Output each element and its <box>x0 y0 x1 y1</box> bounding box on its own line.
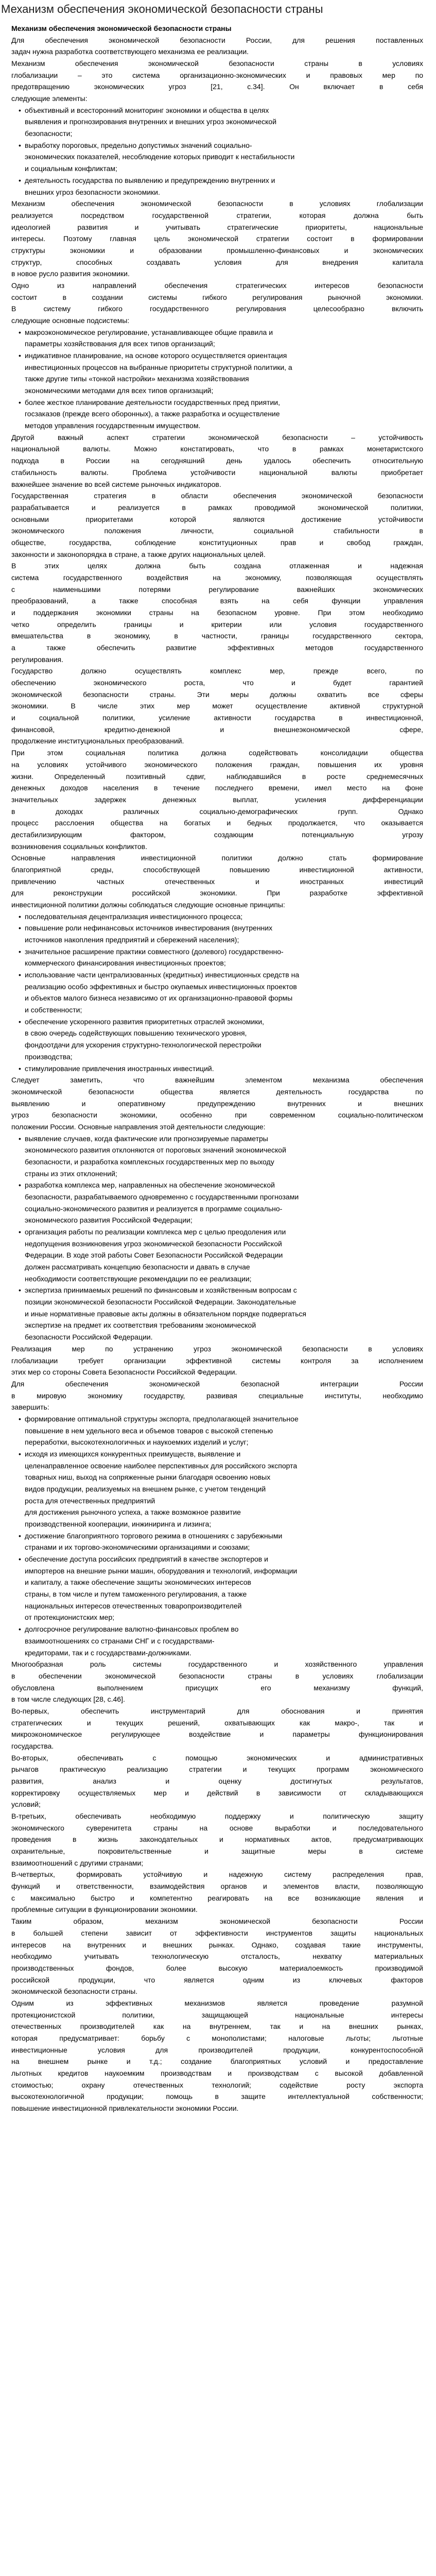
bullet-marker: • <box>19 1531 21 1540</box>
text-line: реализуется посредством государственной стратегии, которая должна быть <box>11 211 423 219</box>
list-item-line: видов продукции, реализуемых на внешнем рынке, с учетом тенденций <box>25 1485 266 1493</box>
text-line: экономической безопасности страны. <box>11 1987 138 1996</box>
text-line: национальной валюты. Можно констатировать, что в рамках монетаристского <box>11 445 423 453</box>
list-item-line: макроэкономическое регулирование, устанавливающее общие правила и <box>25 328 273 336</box>
list-item-line: параметры хозяйствования для всех типов организаций; <box>25 340 215 348</box>
list-item-line: и капиталу, а также обеспечение защиты экономических интересов <box>25 1578 251 1587</box>
bullet-marker: • <box>19 1449 21 1458</box>
text-line: дестабилизирующим фактором, создающим потенциальную угрозу <box>11 830 423 839</box>
list-item-line: взаимоотношениях со странами СНГ и с государствами- <box>25 1636 215 1645</box>
text-line: Таким образом, механизм экономической безопасности России <box>11 1917 423 1926</box>
text-line: идеологией развития и учитывать стратегические приоритеты, национальные <box>11 223 423 231</box>
text-line: для реконструкции российской экономики. При разработке эффективной <box>11 889 423 897</box>
text-line: Многообразная роль системы государственного и хозяйственного управления <box>11 1660 423 1669</box>
text-line: разрабатывается и реализуется в рамках проводимой экономической политики, <box>11 503 423 512</box>
text-line: и социальной политики, усиление активности государства в инвестиционной, <box>11 714 423 722</box>
list-item-line: более жесткое планирование деятельности государственных пред приятии, <box>25 398 280 406</box>
text-line: инвестиционной политики должны соблюдаться следующие основные принципы: <box>11 901 285 909</box>
text-line: взаимоотношений с другими странами; <box>11 1858 144 1867</box>
text-line: экономического положения личности, социальной стабильности в <box>11 527 423 535</box>
bullet-marker: • <box>19 351 21 360</box>
text-line: положении России. Основные направления этой деятельности следующие: <box>11 1122 266 1131</box>
text-line: Государственная стратегия в области обеспечения экономической безопасности <box>11 492 423 500</box>
bullet-marker: • <box>19 1414 21 1423</box>
text-line: Механизм обеспечения экономической безопасности в условиях глобализации <box>11 199 423 208</box>
text-line: следующие основные подсистемы: <box>11 316 130 325</box>
list-item-line: экономического развития отклоняются от пороговых значений экономической <box>25 1146 286 1155</box>
text-line: Для обеспечения экономической безопасности России, для решения поставленных <box>11 36 423 44</box>
list-item-line: безопасности, и разработка комплексных государственных мер по выходу <box>25 1157 274 1166</box>
text-line: Механизм обеспечения экономической безопасности страны в условиях <box>11 59 423 68</box>
text-line: в доходах различных социально-демографических групп. Однако <box>11 807 423 816</box>
bullet-marker: • <box>19 176 21 184</box>
list-item-line: разработка комплекса мер, направленных на обеспечение экономической <box>25 1181 275 1190</box>
list-item-line: необходимости соответствующие рекомендации по ее реализации; <box>25 1274 252 1283</box>
list-item-line: экспертизе на предмет их соответствия требованиям экономической <box>25 1321 256 1330</box>
text-line: корректировку осуществляемых мер и действий в зависимости от складывающихся <box>11 1788 423 1797</box>
text-line: экономики. В числе этих мер может осуществление активной структурной <box>11 702 423 710</box>
list-item-line: национальных интересов отечественных товаропроизводителей <box>25 1601 242 1610</box>
text-line: При этом социальная политика должна содействовать консолидации общества <box>11 749 423 757</box>
text-line: система государственного воздействия на экономику, позволяющая осуществлять <box>11 573 423 582</box>
list-item-line: формирование оптимальной структуры экспорта, предполагающей значительное <box>25 1414 299 1423</box>
text-line: состоит в создании системы гибкого регулирования рыночной экономики. <box>11 293 423 301</box>
text-line: Государство должно осуществлять комплекс мер, прежде всего, по <box>11 667 423 675</box>
bullet-marker: • <box>19 1134 21 1143</box>
text-line: Во-вторых, обеспечивать с помощью экономических и административных <box>11 1753 423 1762</box>
list-item-line: выявление случаев, когда фактические или прогнозируемые параметры <box>25 1134 268 1143</box>
text-line: стратегических и текущих решений, охватывающих как макро-, так и <box>11 1718 423 1727</box>
list-item-line: коммерческого финансирования инвестиционных проектов; <box>25 959 226 968</box>
list-item-line: безопасности; <box>25 129 73 138</box>
page-title: Механизм обеспечения экономической безопасности страны <box>1 3 323 15</box>
text-line: а также обеспечить развитие эффективных методов государственного <box>11 643 423 652</box>
list-item-line: безопасности Российской Федерации. <box>25 1333 153 1342</box>
list-item-line: долгосрочное регулирование валютно-финансовых проблем во <box>25 1625 239 1634</box>
text-line: проблемные ситуации в функционировании экономики. <box>11 1905 198 1914</box>
text-line: на внешнем рынке и т.д.; создание благоприятных условий и предоставление <box>11 2057 423 2066</box>
text-line: Во-первых, обеспечить инструментарий для обоснования и принятия <box>11 1706 423 1715</box>
list-item-line: роста для отечественных предприятий <box>25 1496 155 1505</box>
bullet-marker: • <box>19 1181 21 1190</box>
bullet-marker: • <box>19 1017 21 1026</box>
text-line: в обеспечении экономической безопасности страны в условиях глобализации <box>11 1671 423 1680</box>
list-item-line: импортеров на внешние рынки машин, оборудования и технологий, информации <box>25 1566 298 1575</box>
list-item-line: и социальным конфликтам; <box>25 164 117 173</box>
text-line: обеспечению экономического роста, что и будет гарантией <box>11 679 423 687</box>
list-item-line: методов управления государственным имуществом. <box>25 421 201 430</box>
list-item-line: повышение роли нефинансовых источников инвестирования (внутренних <box>25 924 273 933</box>
text-line: стабильность валюты. Проблема устойчивости национальной валюты приобретает <box>11 468 423 477</box>
list-item-line: также другие типы «тонкой настройки» механизма хозяйствования <box>25 375 249 383</box>
list-item-line: госзаказов (прежде всего оборонных), а также разработка и осуществление <box>25 410 280 418</box>
text-line: стоимостью; охрану отечественных технологий; содействие росту экспорта <box>11 2080 423 2089</box>
list-item-line: организация работы по реализации комплекса мер с целью преодоления или <box>25 1228 286 1236</box>
text-line: инвестиционные условия для производителей продукции, конкурентоспособной <box>11 2045 423 2054</box>
list-item-line: обеспечение доступа российских предприятий в качестве экспортеров и <box>25 1555 268 1564</box>
text-line: интересов на внутренних и внешних рынках. Однако, создавая такие инструменты, <box>11 1940 423 1949</box>
text-line: необходимо учитывать технологическую отсталость, нехватку материальных <box>11 1952 423 1961</box>
list-item-line: должен рассматривать концепцию безопасности и давать в случае <box>25 1263 250 1272</box>
text-line: задач нужна разработка соответствующего механизма ее реализации. <box>11 47 249 56</box>
text-line: на условиях устойчивого экономического положения граждан, повышения их уровня <box>11 760 423 769</box>
text-line: отечественных производителей как на внутреннем, так и на внешних рынках, <box>11 2022 423 2031</box>
text-line: подхода в России на сегодняшний день удалось обеспечить относительную <box>11 456 423 465</box>
bullet-marker: • <box>19 1064 21 1073</box>
list-item-line: страны, в том числе и путем таможенного регулирования, а также <box>25 1590 247 1599</box>
text-line: регулирования. <box>11 655 64 664</box>
text-line: которая предусматривает: борьбу с монополистами; налоговые льготы; льготные <box>11 2033 423 2042</box>
text-line: развития, анализ и оценку достигнутых результатов, <box>11 1777 423 1785</box>
list-item-line: повышение в нем удельного веса и объемов товаров с высокой степенью <box>25 1426 273 1435</box>
bullet-marker: • <box>19 947 21 956</box>
text-line: важнейшее значение во всей системе рыночных индикаторов. <box>11 480 221 488</box>
list-item-line: экспертиза принимаемых решений по финансовым и хозяйственным вопросам с <box>25 1286 297 1295</box>
list-item-line: товарных ниш, выход на сопряженные рынки благодаря освоению новых <box>25 1473 271 1482</box>
list-item-line: безопасности, разрабатываемого одновременно с государственными прогнозами <box>25 1193 299 1201</box>
list-item-line: от протекционистских мер; <box>25 1613 115 1622</box>
list-item-line: экономического развития Российской Федерации; <box>25 1216 193 1225</box>
text-line: и поддержания экономики страны на безопасном уровне. При этом необходимо <box>11 608 423 617</box>
bullet-marker: • <box>19 1555 21 1564</box>
text-line: Одним из эффективных механизмов является проведение разумной <box>11 1998 423 2007</box>
text-line: выявлению и оперативному предупреждению внутренних и внешних <box>11 1099 423 1108</box>
text-line: структур, способных создавать условия для внедрения капитала <box>11 258 423 266</box>
text-line: проведения в жизнь законодательных и нормативных актов, предусматривающих <box>11 1835 423 1844</box>
text-line: завершить: <box>11 1403 49 1412</box>
list-item-line: внешних угроз безопасности экономики. <box>25 188 160 196</box>
list-item-line: фондоотдачи для ускорения структурно-технологической перестройки <box>25 1041 261 1049</box>
bullet-marker: • <box>19 912 21 921</box>
list-item-line: объективный и всесторонний мониторинг экономики и общества в целях <box>25 106 269 114</box>
text-line: структуры экономики и образовании промышленно-финансовых и экономических <box>11 246 423 255</box>
list-item-line: производства; <box>25 1052 73 1061</box>
list-item-line: значительное расширение практики совместного (долевого) государственно- <box>25 947 284 956</box>
text-line: повышение инвестиционной привлекательности экономики России. <box>11 2104 239 2113</box>
text-line: предотвращению экономических угроз [21, с.34]. Он включает в себя <box>11 82 423 91</box>
text-line: с наименьшими потерями регулирование важнейших экономических <box>11 585 423 594</box>
list-item-line: в свою очередь содействующих повышению технического уровня, <box>25 1029 247 1038</box>
text-line: четко определить границы и критерии или условия государственного <box>11 620 423 629</box>
list-item-line: выработку пороговых, предельно допустимых значений социально- <box>25 141 252 149</box>
text-line: в мировую экономику государству, развивая специальные институты, необходимо <box>11 1391 423 1400</box>
list-item-line: производственной кооперации, инжиниринга и лизинга; <box>25 1520 212 1529</box>
text-line: в большей степени зависит от эффективности инструментов защиты национальных <box>11 1928 423 1937</box>
bullet-marker: • <box>19 971 21 979</box>
list-item-line: недопущения возникновения угроз экономической безопасности Российской <box>25 1239 282 1248</box>
text-line: привлечению частных отечественных и иностранных инвестиций <box>11 877 423 886</box>
list-item-line: источников накопления предприятий и сбережений населения); <box>25 936 239 944</box>
text-line: В-четвертых, формировать устойчивую и надежную систему распределения прав, <box>11 1870 423 1879</box>
list-item-line: социально-экономического развития и реализуется в программе социально- <box>25 1204 283 1213</box>
list-item-line: экономических показателей, несоблюдение которых приводит к нестабильности <box>25 152 295 161</box>
text-line: основными приоритетами которой являются достижение устойчивости <box>11 515 423 523</box>
text-line: благоприятной среды, способствующей повышению инвестиционной активности, <box>11 865 423 874</box>
text-line: Следует заметить, что важнейшим элементом механизма обеспечения <box>11 1076 423 1084</box>
text-line: возникновения социальных конфликтов. <box>11 842 147 851</box>
text-line: льготных кредитов наукоемким производствам и производствам с высокой добавленной <box>11 2069 423 2077</box>
list-item-line: индикативное планирование, на основе которого осуществляется ориентация <box>25 351 287 360</box>
text-line: охранительные, покровительственные и защитные меры в системе <box>11 1847 423 1856</box>
text-line: с максимально быстро и компетентно реагировать на все возникающие явления и <box>11 1893 423 1902</box>
text-line: обусловлена выполнением присущих его механизму функций, <box>11 1683 423 1692</box>
text-line: Основные направления инвестиционной политики должно стать формирование <box>11 854 423 862</box>
bullet-marker: • <box>19 1286 21 1295</box>
list-item-line: реализацию особо эффективных и быстро окупаемых инвестиционных проектов <box>25 982 297 991</box>
list-item-line: использование части централизованных (кредитных) инвестиционных средств на <box>25 971 300 979</box>
list-item-line: для достижения рыночного успеха, а также возможное развитие <box>25 1508 241 1517</box>
list-item-line: последовательная децентрализация инвестиционного процесса; <box>25 912 243 921</box>
list-item-line: Федерации. В ходе этой работы Совет Безопасности Российской Федерации <box>25 1251 283 1260</box>
text-line: экономической безопасности страны. Эти меры должны охватить все сферы <box>11 690 423 699</box>
text-line: Одно из направлений обеспечения стратегических интересов безопасности <box>11 281 423 290</box>
text-line: этих мер со стороны Совета Безопасности Российской Федерации. <box>11 1368 237 1377</box>
list-item-line: достижение благоприятного торгового режима в отношениях с зарубежными <box>25 1531 283 1540</box>
bullet-marker: • <box>19 924 21 933</box>
list-item-line: и иные нормативные правовые акты должны в обязательном порядке подвергаться <box>25 1309 306 1318</box>
list-item-line: экономическими методами для всех типов организаций; <box>25 386 214 395</box>
text-line: экономической безопасности общества является деятельность государства по <box>11 1087 423 1096</box>
list-item-line: и объектов малого бизнеса независимо от их организационно-правовой формы <box>25 994 293 1003</box>
text-line: продолжение институциональных преобразований. <box>11 737 184 745</box>
bullet-marker: • <box>19 141 21 149</box>
bullet-marker: • <box>19 1625 21 1634</box>
text-line: Реализация мер по устранению угроз экономической безопасности в условиях <box>11 1344 423 1353</box>
text-line: рычагов практическую реализацию стратегии и текущих программ экономического <box>11 1765 423 1774</box>
list-item-line: деятельность государства по выявлению и предупреждению внутренних и <box>25 176 275 184</box>
text-line: в том числе следующих [28, с.46]. <box>11 1695 125 1704</box>
text-line: жизни. Определенный позитивный сдвиг, наблюдавшийся в росте среднемесячных <box>11 772 423 781</box>
text-line: вмешательства в экономику, в частности, границы государственного сектора, <box>11 632 423 640</box>
text-line: экономического суверенитета страны на основе выработки и последовательного <box>11 1823 423 1832</box>
section-heading: Механизм обеспечения экономической безопасности страны <box>11 24 232 32</box>
text-line: денежных доходов населения в течение последнего времени, имел место на фоне <box>11 784 423 792</box>
text-line: глобализации – это система организационно-экономических и правовых мер по <box>11 71 423 79</box>
bullet-marker: • <box>19 106 21 114</box>
list-item-line: обеспечение ускоренного развития приоритетных отраслей экономики, <box>25 1017 265 1026</box>
list-item-line: позиции экономической безопасности Российской Федерации. Законодательные <box>25 1298 297 1307</box>
text-line: угроз безопасности экономики, особенно при современном социально-политическом <box>11 1111 423 1120</box>
text-line: функций и ответственности, взаимодействия органов и элементов власти, позволяющую <box>11 1882 423 1891</box>
text-line: следующие элементы: <box>11 94 88 103</box>
text-line: В-третьих, обеспечивать необходимую поддержку и политическую защиту <box>11 1812 423 1821</box>
text-line: Для обеспечения экономической безопасной интеграции России <box>11 1379 423 1388</box>
text-line: протекционистской политики, защищающей национальные интересы <box>11 2010 423 2019</box>
text-line: условий; <box>11 1800 41 1809</box>
text-line: государства. <box>11 1741 54 1750</box>
bullet-marker: • <box>19 1228 21 1236</box>
list-item-line: странами и их торгово-экономическими организациями и союзами; <box>25 1543 250 1552</box>
bullet-marker: • <box>19 398 21 406</box>
list-item-line: выявления и прогнозирования внутренних и внешних угроз экономической <box>25 117 277 126</box>
text-line: микроэкономическое регулирующее воздействие и параметры функционирования <box>11 1730 423 1739</box>
text-line: интересы. Поэтому главная цель экономической стратегии состоит в формировании <box>11 234 423 243</box>
list-item-line: страны из этих отклонений; <box>25 1169 117 1178</box>
text-line: высокотехнологичной продукции; помощь в защите интеллектуальной собственности; <box>11 2092 423 2101</box>
text-line: значительных задержек денежных выплат, усиления дифференциации <box>11 795 423 804</box>
bullet-marker: • <box>19 328 21 336</box>
list-item-line: и собственности; <box>25 1006 82 1014</box>
text-line: Другой важный аспект стратегии экономической безопасности – устойчивость <box>11 433 423 442</box>
text-line: законности и законопорядка в стране, а также других национальных целей. <box>11 550 266 558</box>
list-item-line: целенаправленное освоение наиболее перспективных для российского экспорта <box>25 1461 298 1470</box>
text-line: финансовой, кредитно-денежной и внешнеэкономической сфере, <box>11 725 423 734</box>
text-line: глобализации требует организации эффективной системы контроля за исполнением <box>11 1356 423 1365</box>
text-line: В этих целях должна быть создана отлаженная и надежная <box>11 562 423 570</box>
list-item-line: кредиторами, так и с государствами-должниками. <box>25 1648 191 1657</box>
text-line: производственных фондов, более высокую материалоемкость производимой <box>11 1963 423 1972</box>
text-line: российской продукции, что является одним из ключевых факторов <box>11 1975 423 1984</box>
text-line: преобразований, а также способная взять на себя функции управления <box>11 597 423 605</box>
list-item-line: стимулирование привлечения иностранных инвестиций. <box>25 1064 214 1073</box>
text-line: в новое русло развития экономики. <box>11 269 130 278</box>
text-line: В систему гибкого государственного регулирования целесообразно включить <box>11 304 423 313</box>
list-item-line: исходя из имеющихся конкурентных преимуществ, выявление и <box>25 1449 241 1458</box>
list-item-line: инвестиционных процессов на выбранные приоритеты структурной политики, а <box>25 363 292 371</box>
text-line: обществе, государства, соблюдение конституционных прав и свобод граждан, <box>11 538 423 547</box>
text-line: процесс расслоения общества на богатых и бедных продолжается, что оказывается <box>11 819 423 827</box>
list-item-line: переработки, высокотехнологичных и наукоемких изделий и услуг; <box>25 1438 249 1447</box>
